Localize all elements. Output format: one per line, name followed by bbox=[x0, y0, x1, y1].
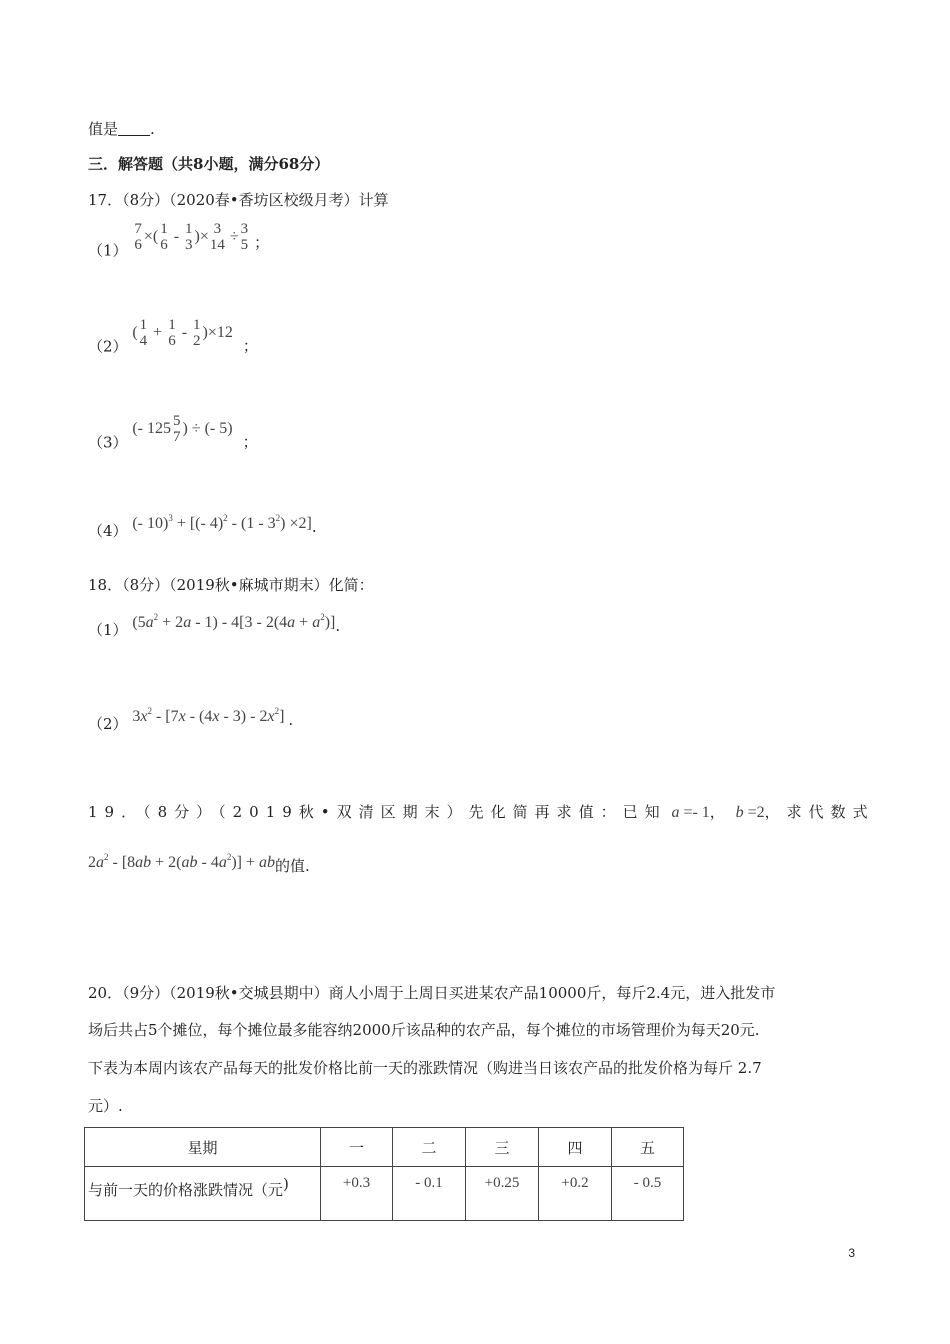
q17-part3-label: （3） bbox=[88, 433, 128, 452]
fraction: 1 6 bbox=[168, 317, 176, 349]
q17-part3-end: ； bbox=[242, 433, 258, 452]
table-day-5: 五 bbox=[612, 1128, 684, 1167]
q20-line-4: 元）. bbox=[88, 1097, 123, 1115]
q17-part2-label: （2） bbox=[88, 337, 128, 356]
q19-expression: $2a^2 - [8ab + 2(ab - 4a^2)]$ + ab bbox=[88, 852, 276, 871]
q18-part2 bbox=[88, 706, 293, 734]
q19-first-line bbox=[88, 801, 875, 822]
table-value-4: +0.2 bbox=[539, 1167, 612, 1221]
fraction: 1 6 bbox=[160, 221, 168, 253]
q18-part1 bbox=[88, 612, 340, 640]
fraction: 3 14 bbox=[209, 221, 225, 253]
q17-part4 bbox=[88, 513, 317, 541]
q20-line-3: 下表为本周内该农产品每天的批发价格比前一天的涨跌情况（购进当日该农产品的批发价格为每斤 2.7 bbox=[88, 1059, 762, 1077]
q19-end: 的值. bbox=[275, 857, 310, 875]
answer-blank[interactable] bbox=[118, 122, 150, 136]
table-day-2: 二 bbox=[393, 1128, 466, 1167]
q17-part1 bbox=[88, 222, 269, 260]
table-value-5: - 0.5 bbox=[612, 1167, 684, 1221]
q19-condition-b: b =2 bbox=[735, 804, 765, 821]
q18-part2-end: . bbox=[288, 711, 294, 729]
q17-part2 bbox=[88, 318, 258, 356]
q19-condition-a: a =- 1 bbox=[671, 804, 710, 821]
q17-part3 bbox=[88, 414, 258, 452]
q17-part3-expression: (- 125 5 7 ) ÷ (- 5) bbox=[132, 413, 233, 445]
q18-part1-expression: $(5a^2 + 2a - 1) - 4[3 - 2(4a + a^2)]$ bbox=[132, 612, 336, 631]
q19-second-line bbox=[88, 852, 310, 876]
page-number: 3 bbox=[848, 1246, 855, 1260]
q19-header: 19．（8分）（2019秋•双清区期末）先化简再求值：已知 bbox=[88, 803, 667, 821]
fraction: 3 5 bbox=[240, 221, 249, 253]
fraction: 1 4 bbox=[139, 317, 148, 349]
tail-suffix: . bbox=[150, 120, 155, 138]
table-row bbox=[85, 1167, 684, 1221]
q17-part1-label: （1） bbox=[88, 241, 128, 260]
q17-part2-expression: ( 1 4 + 1 6 - 1 2 )×12 bbox=[132, 317, 233, 349]
table-day-4: 四 bbox=[539, 1128, 612, 1167]
table-header-label: 星期 bbox=[85, 1128, 321, 1167]
table-value-1: +0.3 bbox=[321, 1167, 393, 1221]
q19-tail: ，求代数式 bbox=[764, 803, 875, 821]
q20-line-1: 20．（9分）（2019秋•交城县期中）商人小周于上周日买进某农产品10000斤，每斤2.4元，进入批发市 bbox=[88, 984, 776, 1002]
q17-part4-expression: (- 10)$^3$ + [(- $4)^2 - (1 - 3^2) \times 2$] bbox=[132, 513, 312, 532]
q18-part2-label: （2） bbox=[88, 715, 128, 733]
q17-part2-end: ； bbox=[242, 337, 258, 356]
section-heading: 三．解答题（共8小题，满分68分） bbox=[88, 155, 330, 173]
fraction: 7 6 bbox=[134, 221, 142, 253]
q17-header: 17．（8分）（2020春•香坊区校级月考）计算 bbox=[88, 191, 389, 209]
fraction: 5 7 bbox=[172, 413, 181, 445]
table-day-3: 三 bbox=[466, 1128, 539, 1167]
q17-part4-end: . bbox=[311, 518, 317, 536]
table-day-1: 一 bbox=[321, 1128, 393, 1167]
price-change-table bbox=[84, 1127, 684, 1221]
table-value-3: +0.25 bbox=[466, 1167, 539, 1221]
q17-part1-expression: 7 6 ×( 1 6 - 1 3 )× 3 14 ÷ 3 5 bbox=[134, 221, 249, 253]
q19-comma: ， bbox=[709, 803, 725, 821]
table-header-row bbox=[85, 1128, 684, 1167]
table-row-label: 与前一天的价格涨跌情况（元) bbox=[85, 1167, 321, 1221]
table-value-2: - 0.1 bbox=[393, 1167, 466, 1221]
q17-part4-label: （4） bbox=[88, 522, 128, 540]
tail-prefix: 值是 bbox=[88, 120, 119, 138]
q17-part1-end: ； bbox=[254, 233, 270, 252]
fraction: 1 2 bbox=[193, 317, 201, 349]
q18-header: 18．（8分）（2019秋•麻城市期末）化简： bbox=[88, 576, 374, 594]
q20-line-2: 场后共占5个摊位，每个摊位最多能容纳2000斤该品种的农产品，每个摊位的市场管理价为每天20元. bbox=[88, 1021, 760, 1039]
q18-part1-end: . bbox=[335, 617, 341, 635]
previous-question-tail bbox=[88, 118, 155, 139]
q18-part1-label: （1） bbox=[88, 621, 128, 639]
fraction: 1 3 bbox=[185, 221, 193, 253]
q18-part2-expression: $3x^2 - [7x - (4x - 3) - 2x^2]$ bbox=[132, 706, 285, 725]
